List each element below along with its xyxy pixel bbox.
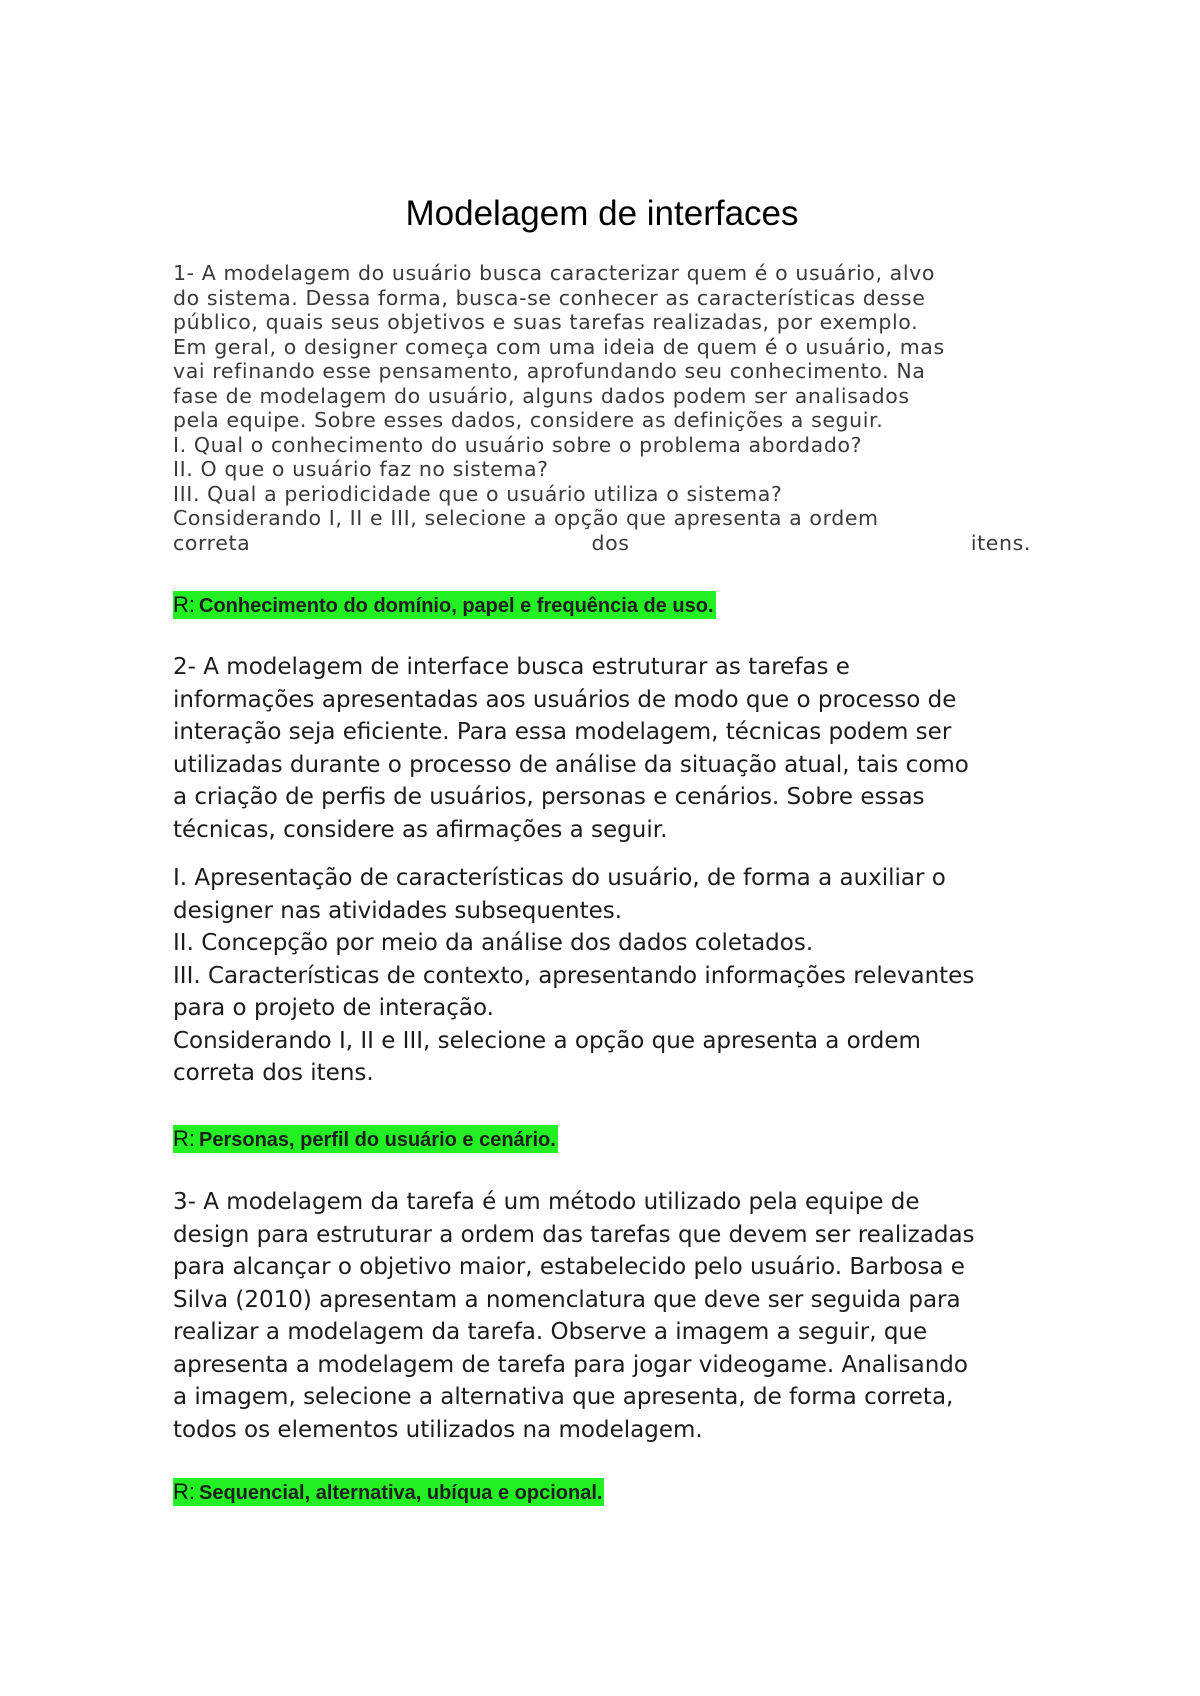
q1-line: vai refinando esse pensamento, aprofundando seu conhecimento. Na [173,359,926,383]
q3-line: a imagem, selecione a alternativa que apresenta, de forma correta, [173,1384,954,1410]
q1-last-line [173,531,1031,556]
q2-line: III. Características de contexto, apresentando informações relevantes [173,962,975,989]
q2-line: a criação de perfis de usuários, personas e cenários. Sobre essas [173,784,925,810]
q1-line: II. O que o usuário faz no sistema? [173,457,549,481]
q1-line: fase de modelagem do usuário, alguns dados podem ser analisados [173,383,910,408]
q2-line: I. Apresentação de características do usuário, de forma a auxiliar o [173,865,946,891]
q1-line: do sistema. Dessa forma, busca-se conhecer as características desse [173,285,926,310]
q1-line: Em geral, o designer começa com uma ideia de quem é o usuário, mas [173,334,945,359]
q3-line: todos os elementos utilizados na modelagem. [173,1416,703,1443]
answer-2 [173,1125,558,1153]
q1-word: dos [591,530,630,555]
q1-line: público, quais seus objetivos e suas tarefas realizadas, por exemplo. [173,310,919,334]
q3-line: design para estruturar a ordem das tarefas que devem ser realizadas [173,1221,975,1248]
q3-paragraph-1 [173,1186,1031,1446]
q2-line: técnicas, considere as afirmações a seguir. [173,816,668,843]
answer-3-prefix: R: [173,1479,195,1504]
q3-line: para alcançar o objetivo maior, estabelecido pelo usuário. Barbosa e [173,1254,965,1280]
answer-3-text: Sequencial, alternativa, ubíqua e opcional. [199,1482,603,1504]
q2-paragraph-1 [173,651,1031,846]
q2-line: 2- A modelagem de interface busca estruturar as tarefas e [173,654,850,680]
answer-1-prefix: R: [173,592,195,617]
answer-2-prefix: R: [173,1126,195,1151]
answer-1 [173,591,716,619]
question-2-text [173,651,1031,1090]
page-title: Modelagem de interfaces [405,194,799,233]
q1-word: itens. [970,530,1031,555]
q2-paragraph-2 [173,862,1031,1090]
q2-line: correta dos itens. [173,1060,374,1086]
q1-line: Considerando I, II e III, selecione a opção que apresenta a ordem [173,506,879,530]
q2-line: utilizadas durante o processo de análise da situação atual, tais como [173,751,969,778]
q1-word: correta [173,530,251,555]
q2-line: designer nas atividades subsequentes. [173,897,623,924]
q3-line: realizar a modelagem da tarefa. Observe a imagem a seguir, que [173,1319,928,1345]
q3-line: 3- A modelagem da tarefa é um método utilizado pela equipe de [173,1189,920,1215]
q2-line: para o projeto de interação. [173,995,494,1021]
answer-1-text: Conhecimento do domínio, papel e frequência de uso. [199,595,714,617]
q1-line: I. Qual o conhecimento do usuário sobre o problema abordado? [173,432,863,457]
q2-line: Considerando I, II e III, selecione a opção que apresenta a ordem [173,1027,921,1054]
q1-line: III. Qual a periodicidade que o usuário utiliza o sistema? [173,481,783,506]
q3-line: apresenta a modelagem de tarefa para jogar videogame. Analisando [173,1351,968,1378]
question-3-text [173,1186,1031,1446]
q3-line: Silva (2010) apresentam a nomenclatura que deve ser seguida para [173,1286,961,1313]
q1-line: pela equipe. Sobre esses dados, considere as definições a seguir. [173,408,884,432]
answer-3 [173,1478,604,1506]
q2-line: II. Concepção por meio da análise dos dados coletados. [173,930,814,956]
q2-line: interação seja eficiente. Para essa modelagem, técnicas podem ser [173,719,952,745]
q2-line: informações apresentadas aos usuários de modo que o processo de [173,686,957,713]
question-1-text [173,261,1031,555]
q1-line: 1- A modelagem do usuário busca caracterizar quem é o usuário, alvo [173,261,936,285]
answer-2-text: Personas, perfil do usuário e cenário. [199,1129,556,1151]
